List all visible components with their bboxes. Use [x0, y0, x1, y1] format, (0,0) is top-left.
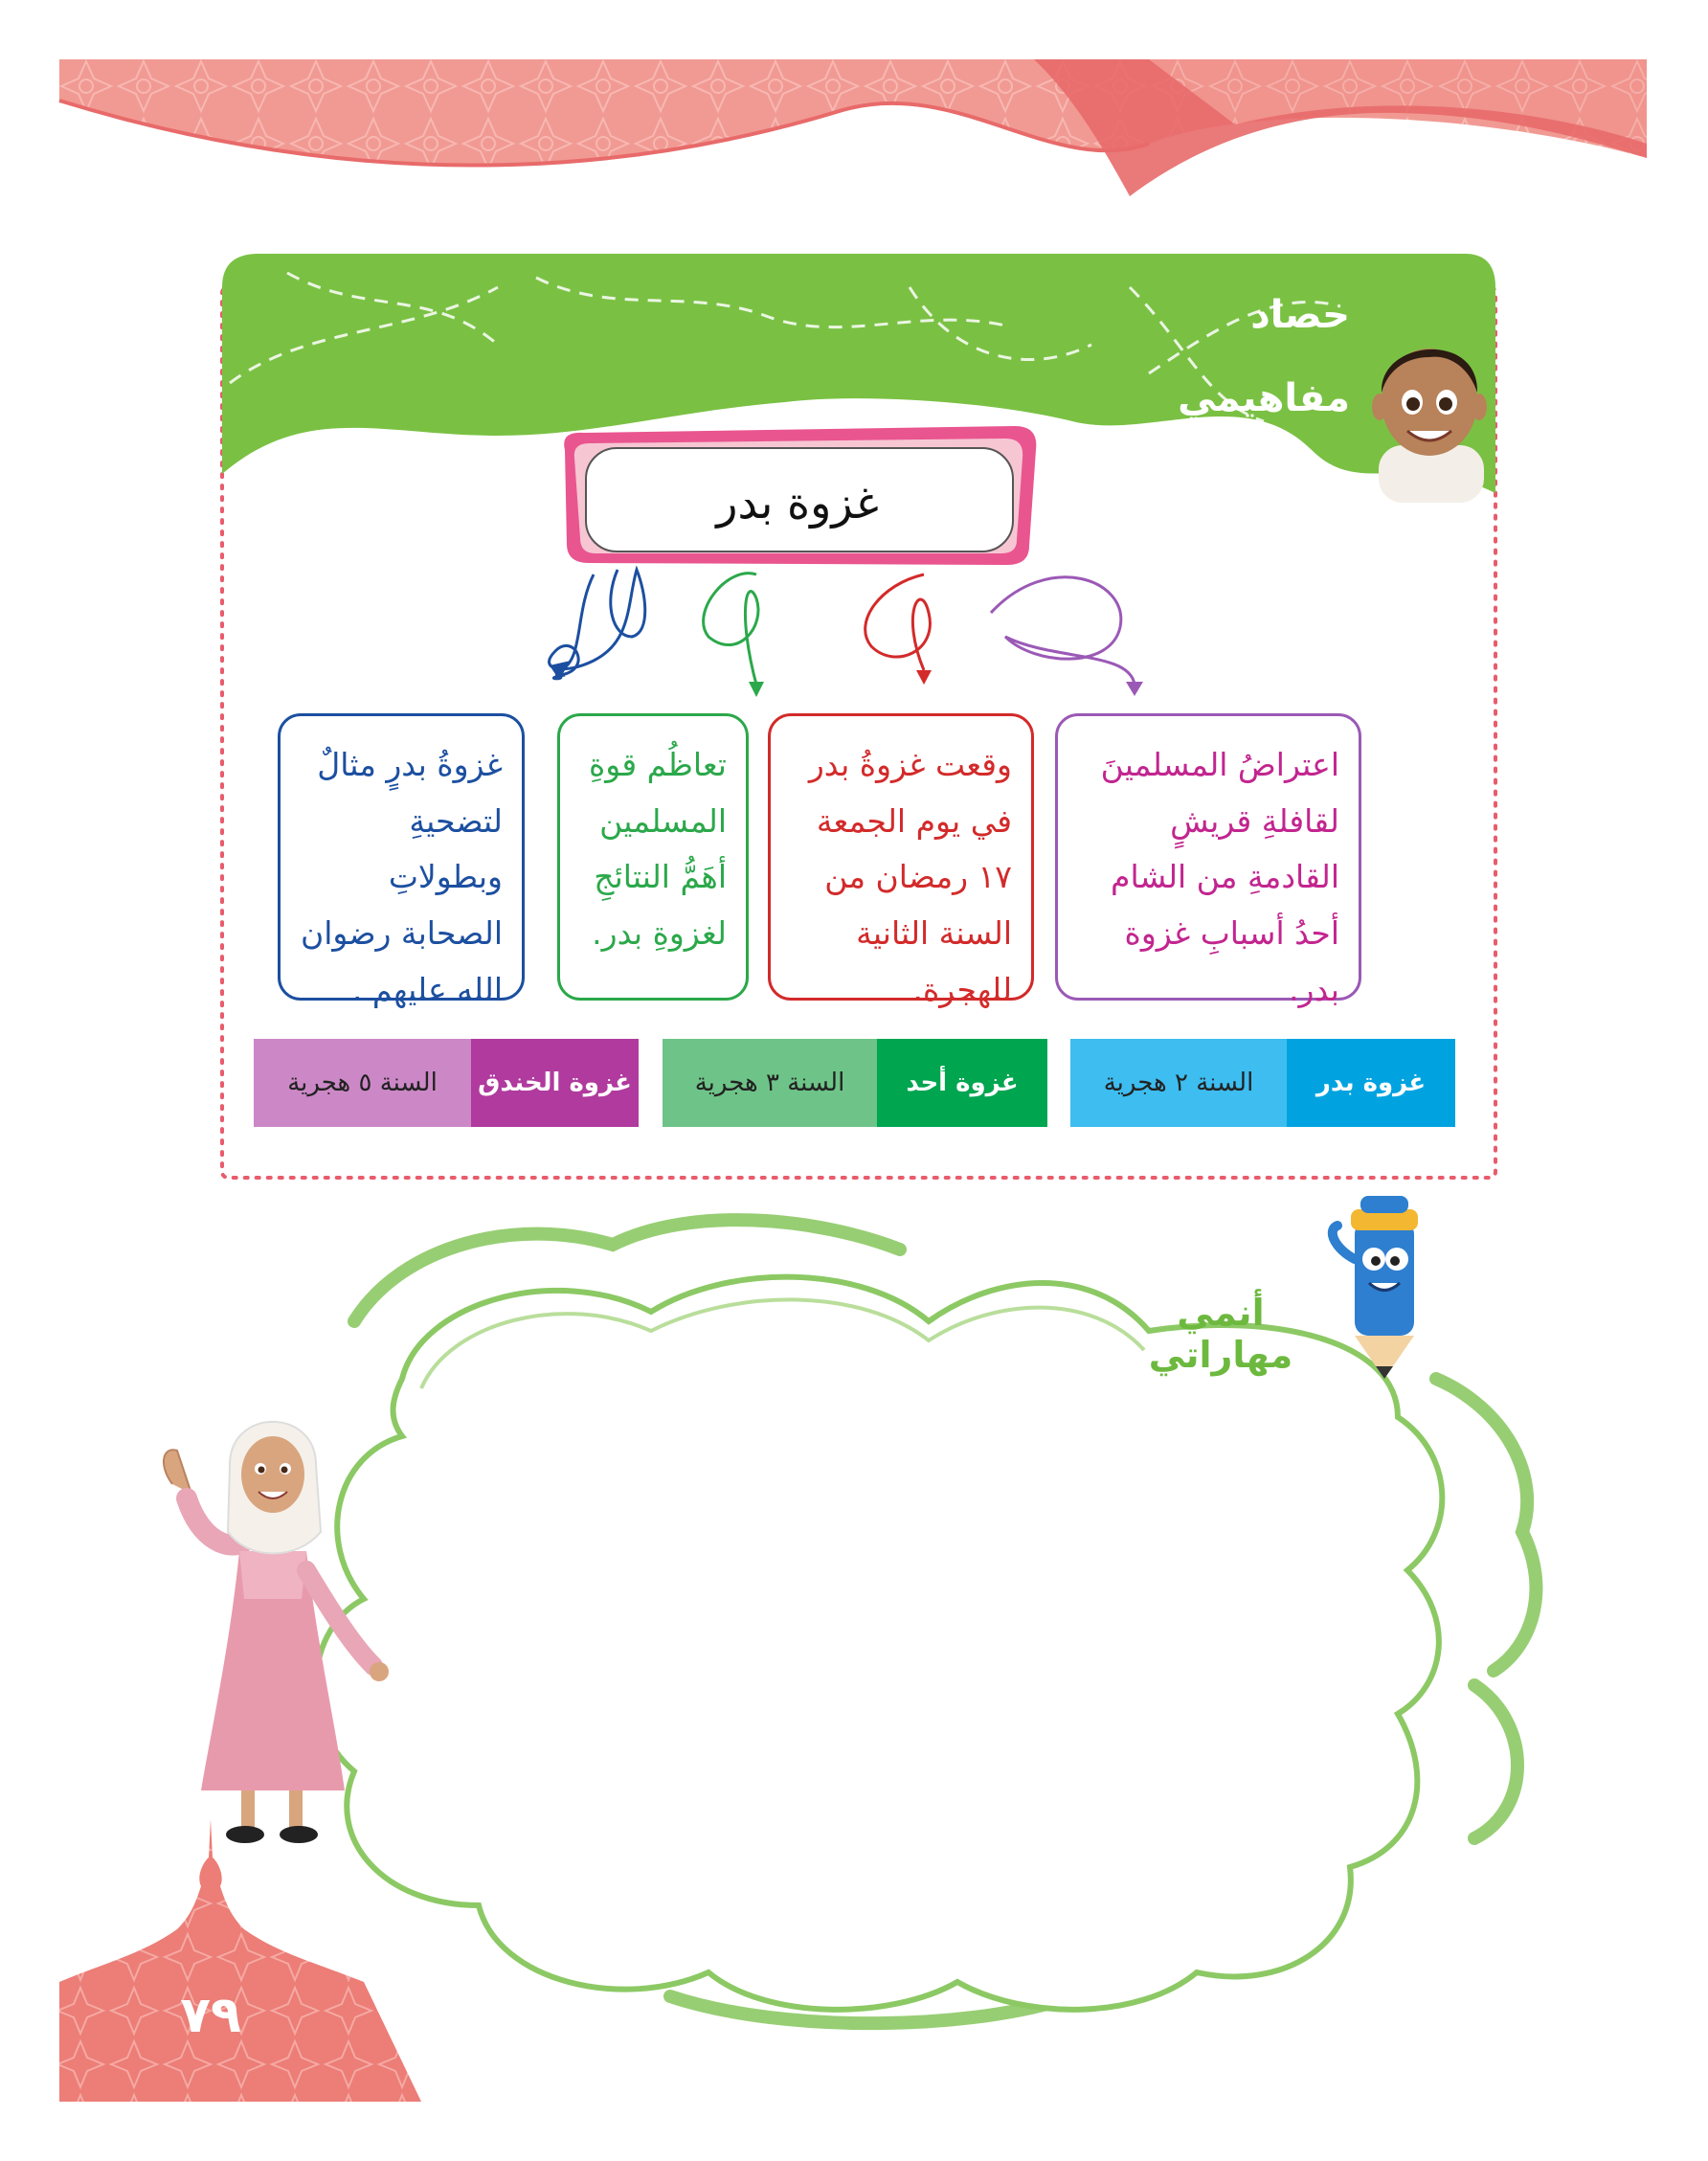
- concept-title: غزوة بدر: [716, 477, 879, 529]
- boy-avatar: [1355, 302, 1498, 503]
- timeline-uhud: [663, 1039, 1047, 1127]
- lesson-card: غزوةُ بدرٍ مثالٌ لتضحيةِ وبطولاتِ الصحابة رضوان الله عليهم .: [278, 713, 525, 1001]
- concept-label-line2: مفاهيمي: [1178, 376, 1350, 420]
- timeline-khandaq-year: السنة ٥ هجرية: [254, 1039, 471, 1127]
- timeline-khandaq-name: غزوة الخندق: [471, 1039, 639, 1127]
- timeline-badr-year: السنة ٢ هجرية: [1070, 1039, 1287, 1127]
- timeline-badr: [1070, 1039, 1455, 1127]
- timeline-uhud-year: السنة ٣ هجرية: [663, 1039, 877, 1127]
- pencil-mascot: [1316, 1192, 1450, 1384]
- result-card: تعاظُم قوةِ المسلمين أهَمُّ النتائجِ لغزوةِ بدر.: [557, 713, 749, 1001]
- timeline-khandaq: [254, 1039, 639, 1127]
- skills-title-line1: أنمي: [1177, 1292, 1265, 1334]
- skills-title-line2: مهاراتي: [1148, 1333, 1293, 1376]
- cause-card: اعتراضُ المسلمينَ لقافلةِ قريشٍ القادمةِ من الشام أحدُ أسبابِ غزوة بدر.: [1055, 713, 1361, 1001]
- girl-character: [153, 1407, 412, 1857]
- concept-label-line1: حصاد: [1250, 293, 1350, 337]
- page-number: ٧٩: [180, 1987, 241, 2044]
- skills-title: [1135, 1293, 1307, 1376]
- date-card: وقعت غزوةُ بدر في يوم الجمعة ١٧ رمضان من السنة الثانية للهجرة.: [768, 713, 1034, 1001]
- timeline-uhud-name: غزوة أحد: [877, 1039, 1047, 1127]
- timeline-badr-name: غزوة بدر: [1287, 1039, 1455, 1127]
